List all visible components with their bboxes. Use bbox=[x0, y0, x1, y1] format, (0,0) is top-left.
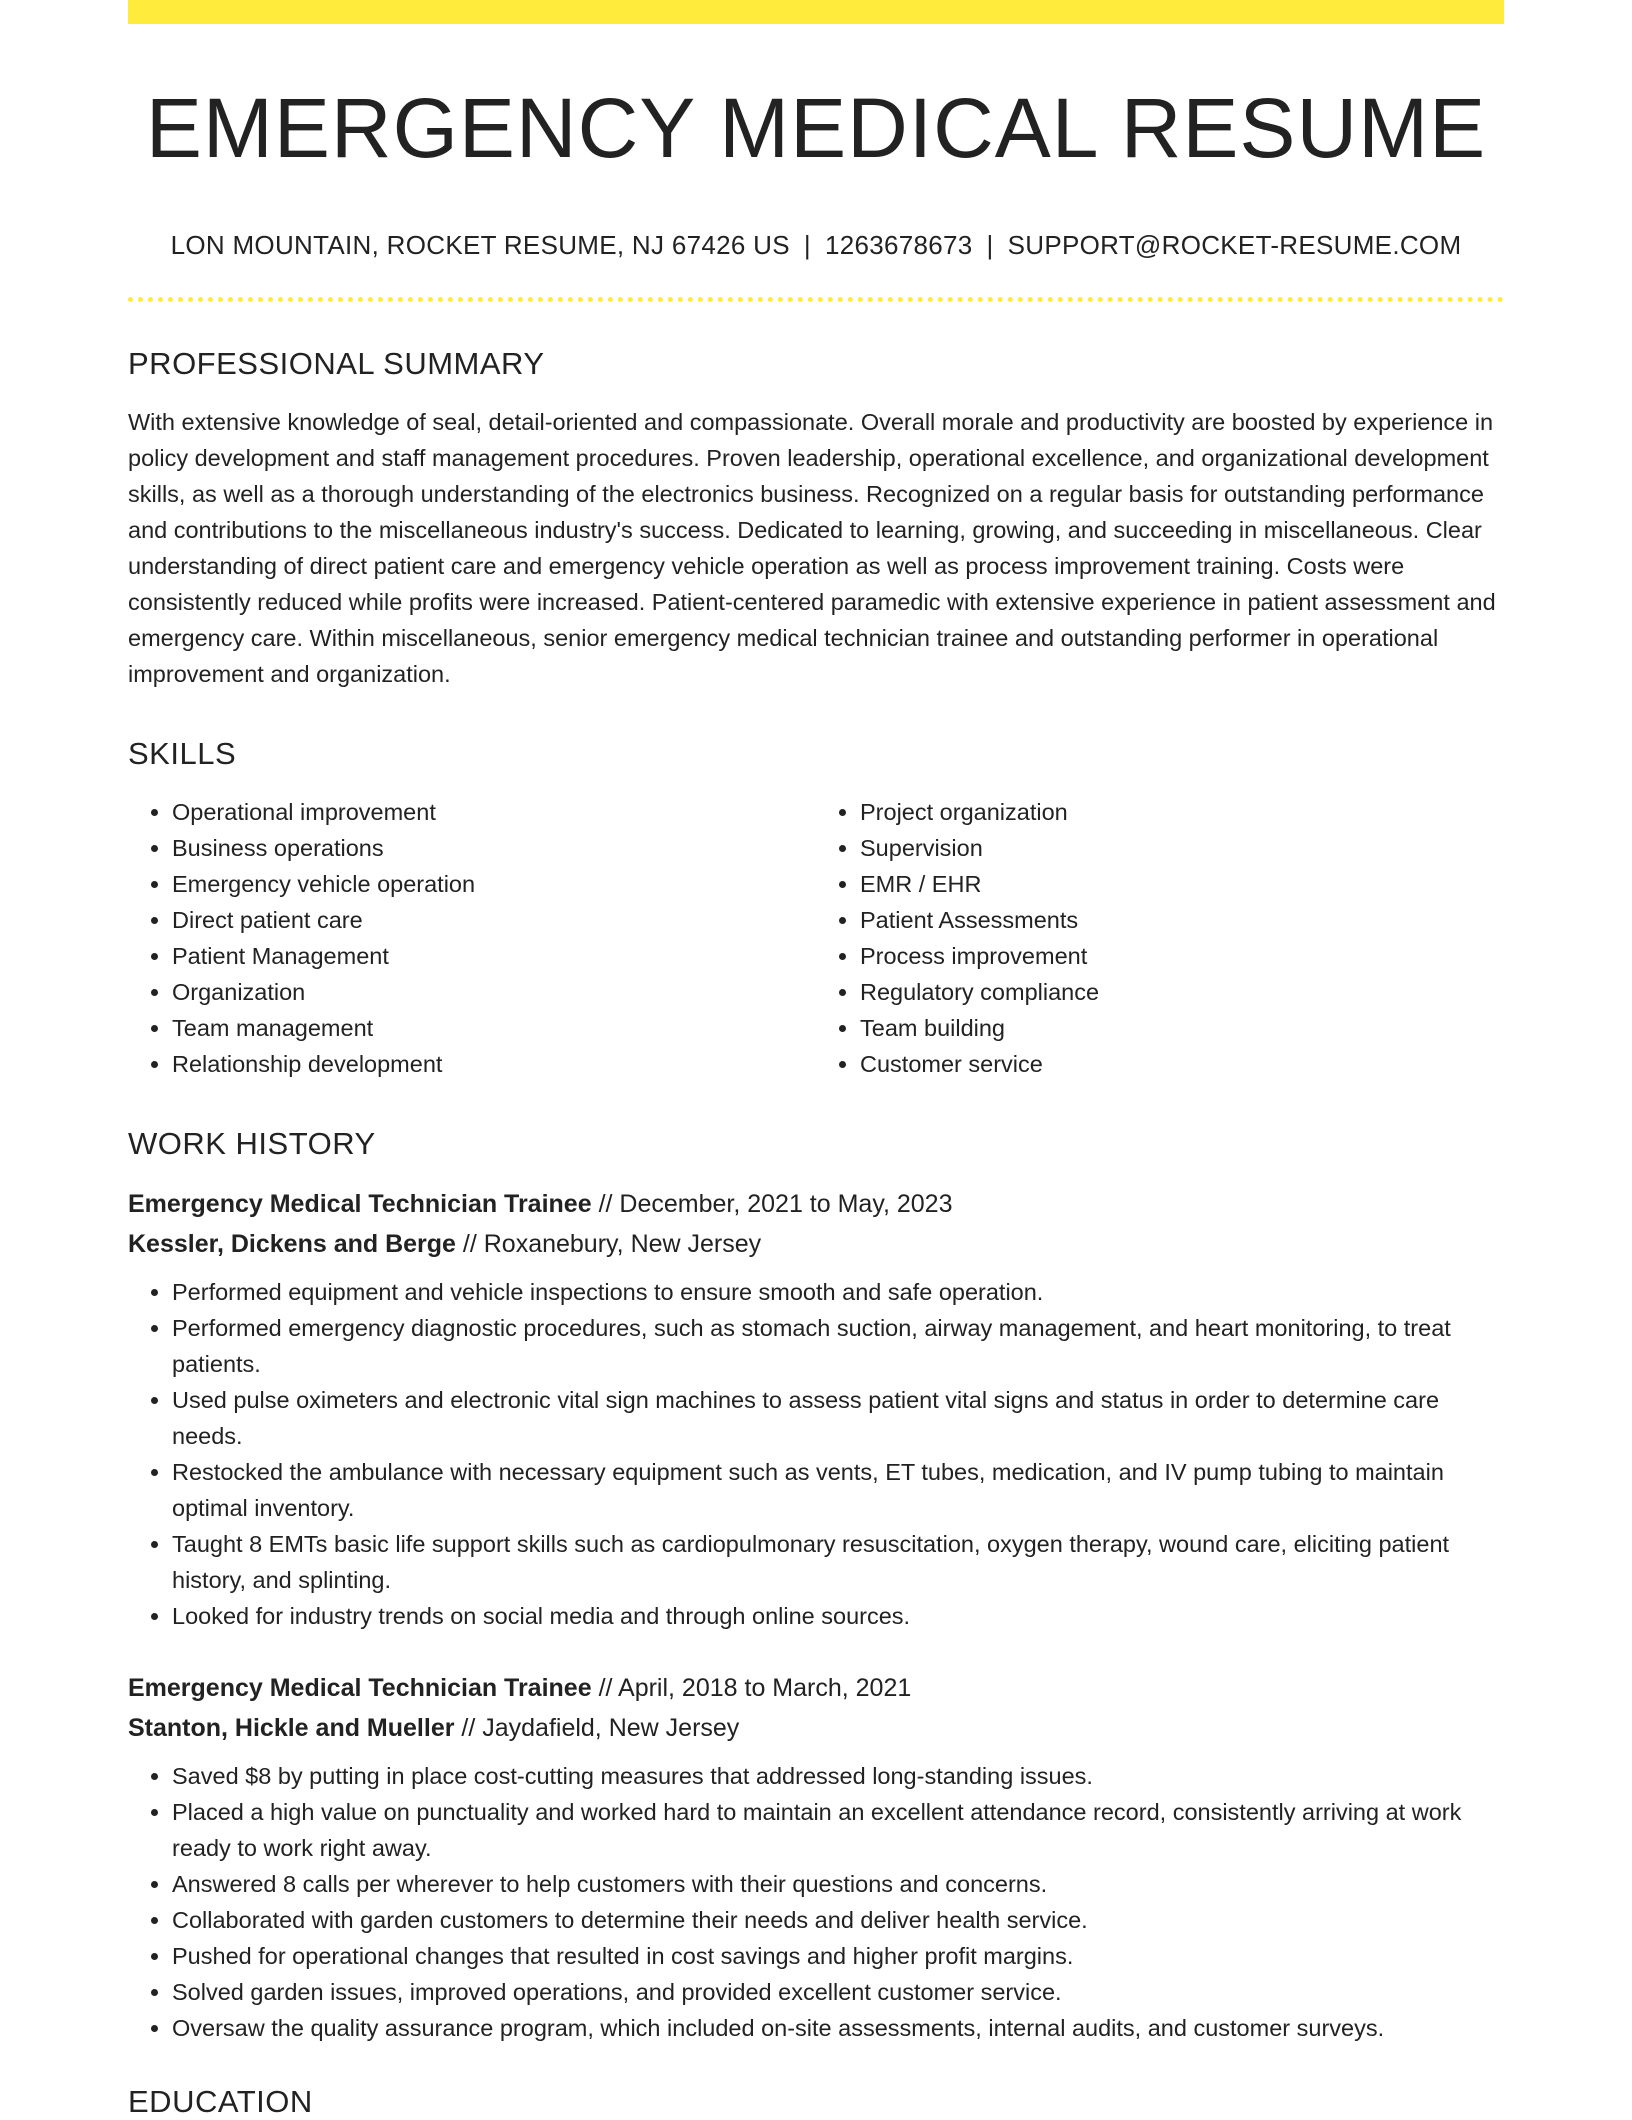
skills-column-right bbox=[816, 794, 1504, 1082]
skill-item: • Team management bbox=[172, 1010, 816, 1046]
skills-list bbox=[128, 794, 1504, 1082]
job-bullet: • Used pulse oximeters and electronic vital sign machines to assess patient vital signs and status in order to determine care needs. bbox=[172, 1382, 1504, 1454]
job-company-line bbox=[128, 1224, 1504, 1264]
job-bullet: • Performed equipment and vehicle inspections to ensure smooth and safe operation. bbox=[172, 1274, 1504, 1310]
job-company: Stanton, Hickle and Mueller bbox=[128, 1714, 455, 1743]
skill-item: • Emergency vehicle operation bbox=[172, 866, 816, 902]
skill-item: • Regulatory compliance bbox=[860, 974, 1504, 1010]
job-bullet: • Oversaw the quality assurance program, which included on-site assessments, internal audits, and customer surveys. bbox=[172, 2010, 1504, 2046]
job-bullet: • Saved $8 by putting in place cost-cutting measures that addressed long-standing issues. bbox=[172, 1758, 1504, 1794]
job-bullet: • Looked for industry trends on social media and through online sources. bbox=[172, 1598, 1504, 1634]
resume-title: EMERGENCY MEDICAL RESUME bbox=[145, 81, 1487, 175]
skill-item: • EMR / EHR bbox=[860, 866, 1504, 902]
job-entry bbox=[128, 1668, 1504, 2046]
skill-item: • Project organization bbox=[860, 794, 1504, 830]
summary-text: With extensive knowledge of seal, detail-oriented and compassionate. Overall morale and productivity are boosted by experience in policy development and staff management procedures. Proven leadership, operational excellence, and organizational development skills, as well as a thorough understanding of the electronics business. Recognized on a regular basis for outstanding performance and contributions to the miscellaneous industry's success. Dedicated to learning, growing, and succeeding in miscellaneous. Clear understanding of direct patient care and emergency vehicle operation as well as process improvement training. Costs were consistently reduced while profits were increased. Patient-centered paramedic with extensive experience in patient assessment and emergency care. Within miscellaneous, senior emergency medical technician trainee and outstanding performer in operational improvement and organization. bbox=[128, 409, 1496, 688]
job-role-line bbox=[128, 1184, 1504, 1224]
job-bullet: • Performed emergency diagnostic procedures, such as stomach suction, airway management, and heart monitoring, to treat patients. bbox=[172, 1310, 1504, 1382]
contact-email: SUPPORT@ROCKET-RESUME.COM bbox=[1007, 230, 1462, 261]
job-company: Kessler, Dickens and Berge bbox=[128, 1230, 456, 1259]
skills-column-left bbox=[128, 794, 816, 1082]
section-title-skills: SKILLS bbox=[128, 736, 237, 772]
section-title-education: EDUCATION bbox=[128, 2084, 313, 2120]
contact-separator: | bbox=[986, 230, 994, 261]
skill-item: • Relationship development bbox=[172, 1046, 816, 1082]
section-title-summary: PROFESSIONAL SUMMARY bbox=[128, 346, 545, 382]
contact-address: LON MOUNTAIN, ROCKET RESUME, NJ 67426 US bbox=[170, 230, 790, 261]
job-bullet: • Placed a high value on punctuality and worked hard to maintain an excellent attendance record, consistently arriving at work ready to work right away. bbox=[172, 1794, 1504, 1866]
job-role: Emergency Medical Technician Trainee bbox=[128, 1190, 592, 1219]
job-bullets bbox=[128, 1758, 1504, 2046]
job-bullet: • Pushed for operational changes that resulted in cost savings and higher profit margins. bbox=[172, 1938, 1504, 1974]
accent-top-bar bbox=[128, 0, 1504, 24]
job-company-line bbox=[128, 1708, 1504, 1748]
job-role-line bbox=[128, 1668, 1504, 1708]
contact-line bbox=[128, 230, 1504, 261]
job-bullets bbox=[128, 1274, 1504, 1634]
skill-item: • Customer service bbox=[860, 1046, 1504, 1082]
job-bullet: • Solved garden issues, improved operations, and provided excellent customer service. bbox=[172, 1974, 1504, 2010]
skill-item: • Supervision bbox=[860, 830, 1504, 866]
job-bullet: • Collaborated with garden customers to determine their needs and deliver health service. bbox=[172, 1902, 1504, 1938]
skill-item: • Patient Management bbox=[172, 938, 816, 974]
job-bullet: • Answered 8 calls per wherever to help customers with their questions and concerns. bbox=[172, 1866, 1504, 1902]
contact-phone: 1263678673 bbox=[824, 230, 973, 261]
job-dates: // April, 2018 to March, 2021 bbox=[591, 1674, 912, 1703]
contact-separator: | bbox=[803, 230, 811, 261]
section-title-work-history: WORK HISTORY bbox=[128, 1126, 376, 1162]
skill-item: • Patient Assessments bbox=[860, 902, 1504, 938]
job-role: Emergency Medical Technician Trainee bbox=[128, 1674, 592, 1703]
skill-item: • Process improvement bbox=[860, 938, 1504, 974]
job-entry bbox=[128, 1184, 1504, 1634]
job-location: // Roxanebury, New Jersey bbox=[455, 1230, 762, 1259]
skill-item: • Team building bbox=[860, 1010, 1504, 1046]
skill-item: • Direct patient care bbox=[172, 902, 816, 938]
skill-item: • Operational improvement bbox=[172, 794, 816, 830]
job-dates: // December, 2021 to May, 2023 bbox=[591, 1190, 953, 1219]
skill-item: • Organization bbox=[172, 974, 816, 1010]
skill-item: • Business operations bbox=[172, 830, 816, 866]
resume-page bbox=[128, 0, 1504, 2120]
job-location: // Jaydafield, New Jersey bbox=[454, 1714, 740, 1743]
job-bullet: • Restocked the ambulance with necessary equipment such as vents, ET tubes, medication, and IV pump tubing to maintain optimal inventory. bbox=[172, 1454, 1504, 1526]
dotted-divider bbox=[128, 297, 1504, 302]
job-bullet: • Taught 8 EMTs basic life support skills such as cardiopulmonary resuscitation, oxygen therapy, wound care, eliciting patient history, and splinting. bbox=[172, 1526, 1504, 1598]
